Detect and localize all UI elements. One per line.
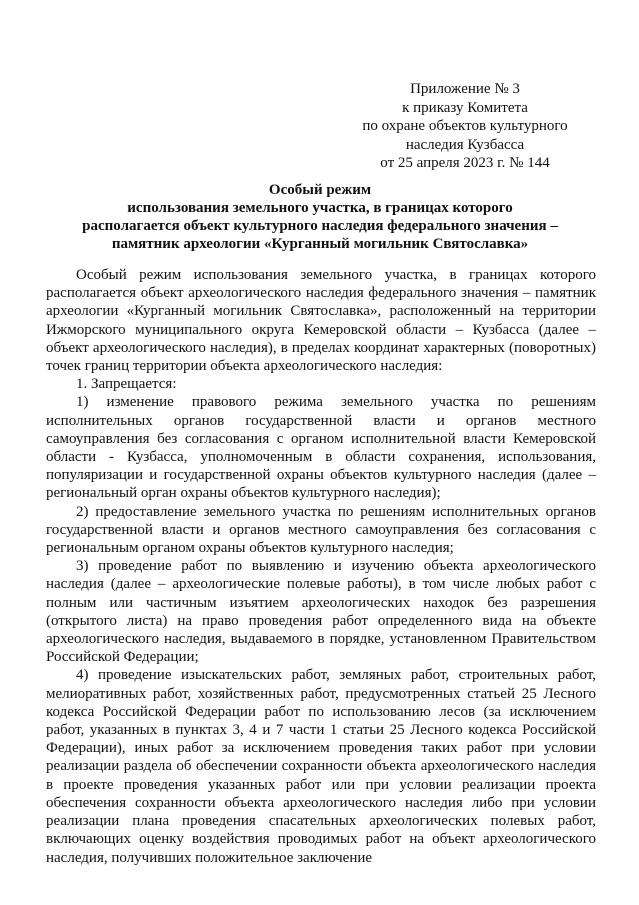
title-line: использования земельного участка, в границах которого xyxy=(127,200,513,216)
appendix-line: от 25 апреля 2023 г. № 144 xyxy=(380,155,550,172)
document-body xyxy=(46,266,596,867)
appendix-line: к приказу Комитета xyxy=(402,99,528,116)
title-line: располагается объект культурного наследия федерального значения – xyxy=(82,218,558,234)
title-line: памятник археологии «Курганный могильник Святославка» xyxy=(111,236,529,252)
appendix-line: Приложение № 3 xyxy=(410,81,520,97)
document-title xyxy=(46,181,594,253)
title-line: Особый режим xyxy=(268,182,372,198)
appendix-header xyxy=(342,80,588,173)
list-item: 1) изменение правового режима земельного участка по решениям исполнительных органов государственной власти и органов местного самоуправления без согласования с органом исполнительной власти Кемеровской области - Кузбасса, уполномоченным в области сохранения, использования, популяризации и государственной охраны объектов культурного наследия (далее – региональный орган охраны объектов культурного наследия); xyxy=(46,394,596,502)
list-item: 3) проведение работ по выявлению и изучению объекта археологического наследия (далее – археологические полевые работы), в том числе любых работ с полным или частичным изъятием археологических находок без разрешения (открытого листа) на право проведения работ определенного вида на объекте археологического наследия, выдаваемого в порядке, установленном Правительством Российской Федерации; xyxy=(46,558,596,666)
appendix-line: по охране объектов культурного xyxy=(362,118,568,135)
section-heading: 1. Запрещается: xyxy=(76,376,177,393)
list-item: 2) предоставление земельного участка по решениям исполнительных органов государственной власти и органов местного самоуправления без согласования с региональным органом охраны объектов культурного наследия; xyxy=(46,503,596,557)
list-item: 4) проведение изыскательских работ, земляных работ, строительных работ, мелиоративных работ, хозяйственных работ, предусмотренных статьей 25 Лесного кодекса Российской Федерации работ по использованию лесов (за исключением работ, указанных в пунктах 3, 4 и 7 части 1 статьи 25 Лесного кодекса Российской Федерации), иных работ за исключением проведения таких работ при условии реализации раздела об обеспечении сохранности объекта археологического наследия в проекте проведения указанных работ или при условии реализации проекта обеспечения сохранности объекта археологического наследия либо при условии реализации плана проведения спасательных археологических полевых работ, включающих оценку воздействия проводимых работ на объект археологического наследия, получивших положительное заключение xyxy=(46,667,596,866)
intro-paragraph: Особый режим использования земельного участка, в границах которого располагается объект археологического наследия федерального значения – памятник археологии «Курганный могильник Святославка», расположенный на территории Ижморского муниципального округа Кемеровской области – Кузбасса (далее – объект археологического наследия), в пределах координат характерных (поворотных) точек границ территории объекта археологического наследия: xyxy=(46,267,596,375)
appendix-line: наследия Кузбасса xyxy=(405,136,525,153)
